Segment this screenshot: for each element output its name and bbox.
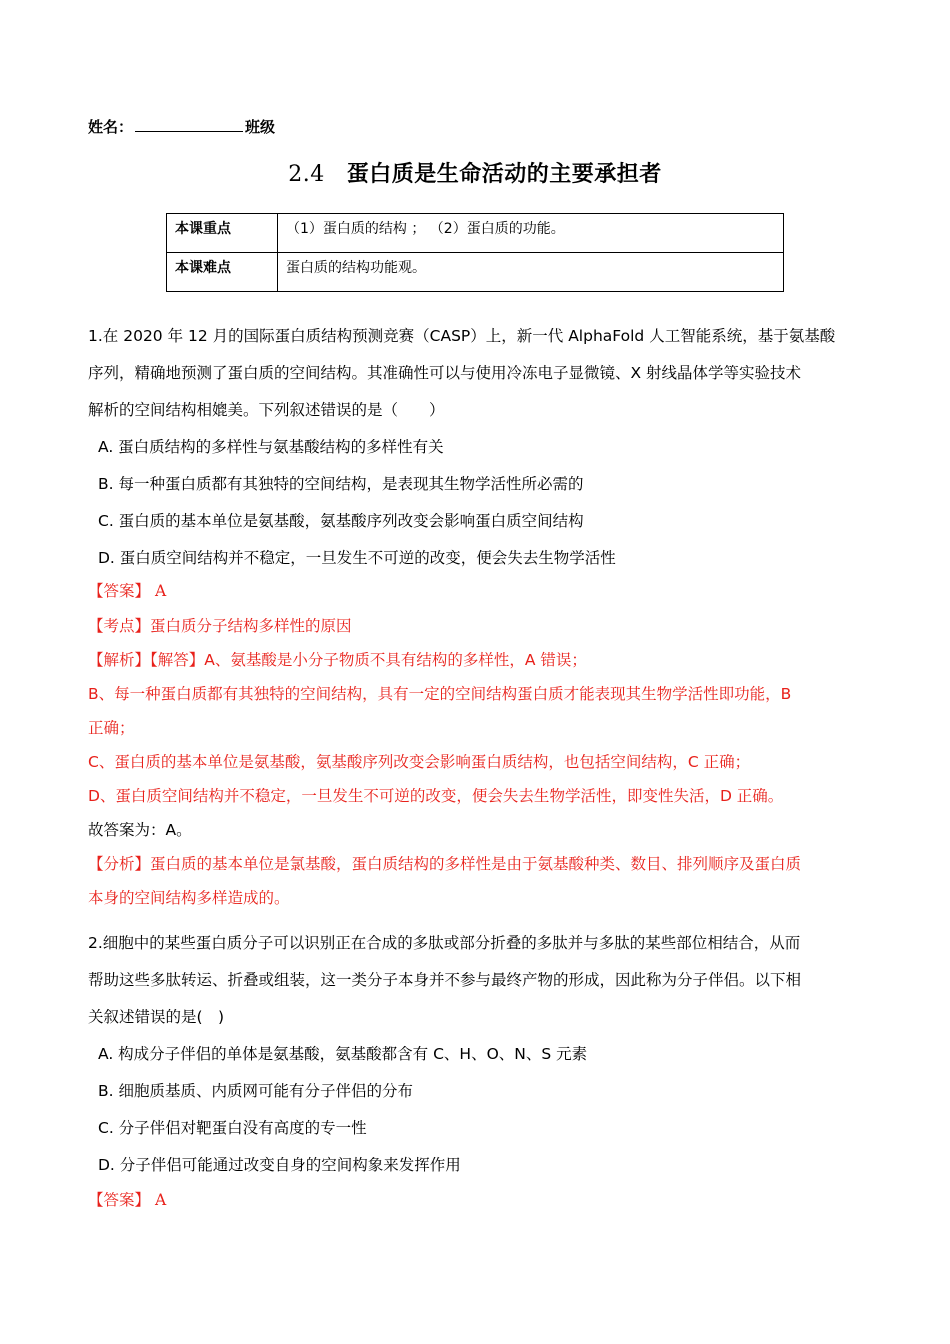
q2-option-d: D. 分子伴侣可能通过改变自身的空间构象来发挥作用 bbox=[98, 1156, 461, 1174]
q1-stem-line: 1.在 2020 年 12 月的国际蛋白质结构预测竞赛（CASP）上，新一代 AlphaFold 人工智能系统，基于氨基酸 bbox=[88, 327, 836, 345]
q1-option-d: D. 蛋白质空间结构并不稳定，一旦发生不可逆的改变，便会失去生物学活性 bbox=[98, 549, 616, 567]
difficulty-row bbox=[167, 253, 784, 292]
difficulty-label: 本课难点 bbox=[167, 253, 278, 292]
q2-option-a: A. 构成分子伴侣的单体是氨基酸，氨基酸都含有 C、H、O、N、S 元素 bbox=[98, 1045, 588, 1063]
difficulty-content: 蛋白质的结构功能观。 bbox=[278, 253, 784, 292]
name-blank-field[interactable] bbox=[135, 117, 243, 132]
class-label: 班级 bbox=[245, 118, 276, 136]
q1-conclusion: 故答案为：A。 bbox=[88, 821, 192, 839]
key-point-row bbox=[167, 214, 784, 253]
q2-option-c: C. 分子伴侣对靶蛋白没有高度的专一性 bbox=[98, 1119, 367, 1137]
q1-stem-line: 解析的空间结构相媲美。下列叙述错误的是（ ） bbox=[88, 401, 445, 419]
answer-value: A bbox=[154, 1191, 167, 1209]
q1-option-a: A. 蛋白质结构的多样性与氨基酸结构的多样性有关 bbox=[98, 438, 444, 456]
q1-answer bbox=[88, 574, 863, 609]
answer-label: 【答案】 bbox=[88, 582, 151, 600]
q1-stem-line: 序列，精确地预测了蛋白质的空间结构。其准确性可以与使用冷冻电子显微镜、X 射线晶体学等实验技术 bbox=[88, 364, 802, 382]
student-info-line bbox=[88, 116, 275, 137]
q1-explain-line: 【解析】【解答】A、氨基酸是小分子物质不具有结构的多样性，A 错误； bbox=[88, 651, 587, 669]
q2-option-b: B. 细胞质基质、内质网可能有分子伴侣的分布 bbox=[98, 1082, 413, 1100]
q1-explain-line: D、蛋白质空间结构并不稳定，一旦发生不可逆的改变，便会失去生物学活性，即变性失活，D 正确。 bbox=[88, 787, 784, 805]
q1-explain-line: C、蛋白质的基本单位是氨基酸，氨基酸序列改变会影响蛋白质结构，也包括空间结构，C 正确； bbox=[88, 753, 751, 771]
key-points-table bbox=[166, 213, 784, 292]
key-point-label: 本课重点 bbox=[167, 214, 278, 253]
q1-analysis-line: 本身的空间结构多样造成的。 bbox=[88, 889, 290, 907]
q2-answer bbox=[88, 1183, 863, 1218]
q1-explain-line: B、每一种蛋白质都有其独特的空间结构，具有一定的空间结构蛋白质才能表现其生物学活性即功能，B bbox=[88, 685, 792, 703]
q2-solution bbox=[88, 1183, 863, 1218]
page-title bbox=[0, 157, 950, 188]
section-number: 2.4 bbox=[288, 162, 325, 187]
point-label: 【考点】 bbox=[88, 617, 151, 635]
point-value: 蛋白质分子结构多样性的原因 bbox=[150, 617, 352, 635]
q1-option-b: B. 每一种蛋白质都有其独特的空间结构，是表现其生物学活性所必需的 bbox=[98, 475, 584, 493]
q1-option-c: C. 蛋白质的基本单位是氨基酸，氨基酸序列改变会影响蛋白质空间结构 bbox=[98, 512, 584, 530]
q2-stem-line: 2.细胞中的某些蛋白质分子可以识别正在合成的多肽或部分折叠的多肽并与多肽的某些部位相结合，从而 bbox=[88, 934, 801, 952]
question-2 bbox=[88, 925, 863, 1184]
key-point-content: （1）蛋白质的结构 ； （2）蛋白质的功能。 bbox=[278, 214, 784, 253]
q1-explain-line: 正确； bbox=[88, 719, 135, 737]
q1-solution bbox=[88, 574, 863, 915]
answer-label: 【答案】 bbox=[88, 1191, 151, 1209]
q2-stem-line: 关叙述错误的是( ) bbox=[88, 1008, 225, 1026]
name-label: 姓名： bbox=[88, 118, 134, 136]
q1-analysis-line: 【分析】蛋白质的基本单位是氯基酸，蛋白质结构的多样性是由于氨基酸种类、数目、排列顺序及蛋白质 bbox=[88, 855, 802, 873]
section-title: 蛋白质是生命活动的主要承担者 bbox=[346, 162, 662, 187]
q1-point bbox=[88, 609, 863, 643]
answer-value: A bbox=[154, 582, 167, 600]
question-1 bbox=[88, 318, 863, 577]
q2-stem-line: 帮助这些多肽转运、折叠或组装，这一类分子本身并不参与最终产物的形成，因此称为分子伴侣。以下相 bbox=[88, 971, 802, 989]
